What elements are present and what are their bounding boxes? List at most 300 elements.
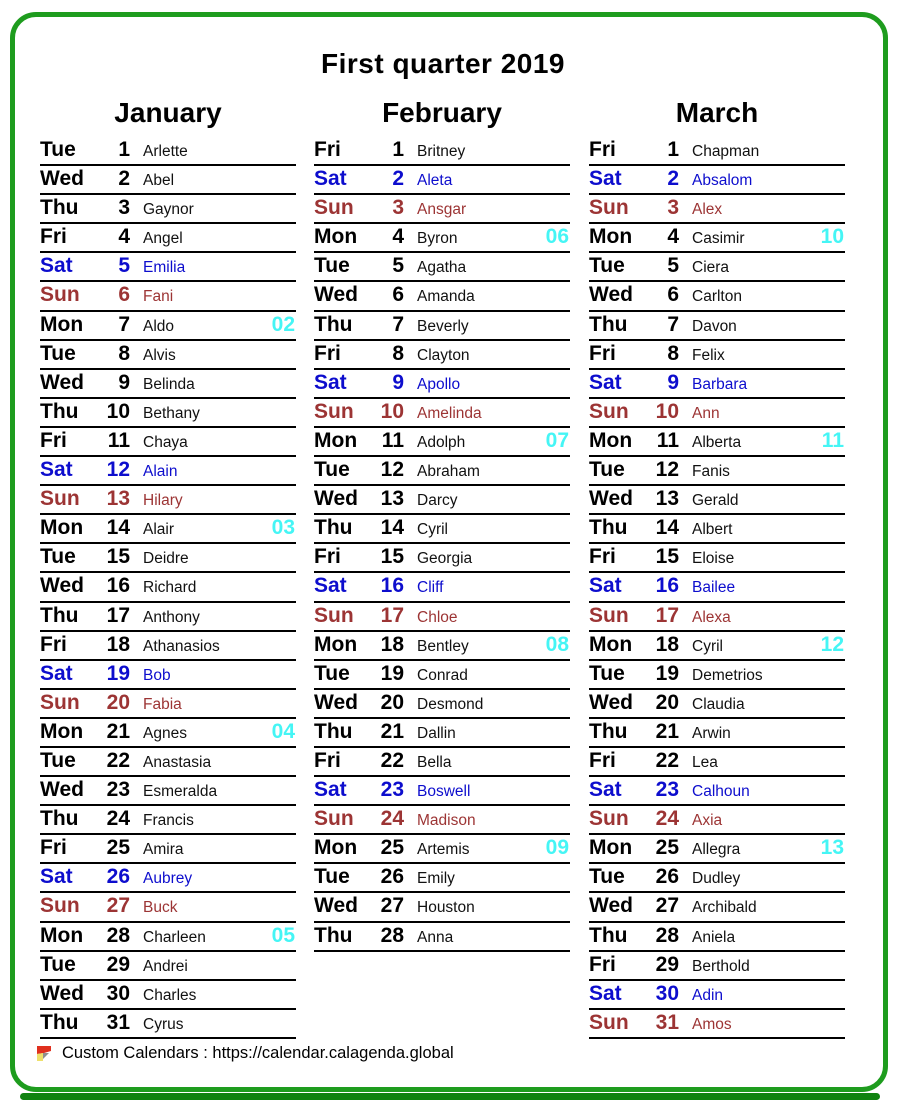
day-row (314, 777, 570, 806)
day-of-week: Fri (314, 138, 341, 161)
day-of-week: Thu (314, 516, 353, 540)
day-of-week: Sun (589, 399, 629, 423)
name-day: Andrei (143, 957, 188, 975)
day-of-week: Fri (314, 341, 341, 365)
name-day: Amos (692, 1015, 732, 1033)
day-of-week: Wed (589, 283, 633, 307)
day-row (589, 195, 845, 224)
day-of-week: Fri (314, 545, 341, 569)
day-number: 29 (106, 952, 130, 976)
day-row (40, 690, 296, 719)
name-day: Ann (692, 404, 720, 422)
name-day: Alberta (692, 433, 742, 451)
day-number: 6 (667, 283, 679, 307)
month-title: February (382, 97, 502, 128)
day-number: 10 (655, 399, 679, 423)
day-number: 18 (106, 632, 130, 656)
month-rows (314, 137, 570, 952)
footer (36, 1044, 454, 1063)
day-of-week: Sat (40, 254, 73, 278)
name-day: Felix (692, 346, 725, 364)
day-row (589, 341, 845, 370)
day-number: 2 (667, 167, 679, 191)
name-day: Anastasia (143, 753, 212, 771)
day-of-week: Sun (589, 196, 629, 220)
day-number: 17 (380, 603, 404, 627)
name-day: Lea (692, 753, 718, 771)
day-row (589, 777, 845, 806)
day-row (314, 690, 570, 719)
day-row (589, 486, 845, 515)
day-of-week: Wed (314, 283, 358, 307)
name-day: Agatha (417, 259, 467, 277)
day-of-week: Thu (40, 807, 79, 831)
day-of-week: Wed (40, 574, 84, 598)
name-day: Angel (143, 230, 183, 248)
day-number: 25 (380, 836, 404, 860)
day-of-week: Sun (589, 603, 629, 627)
day-of-week: Sat (314, 167, 347, 191)
day-row (314, 137, 570, 166)
day-number: 16 (655, 574, 679, 598)
day-row (589, 923, 845, 952)
day-row (589, 603, 845, 632)
day-row (314, 166, 570, 195)
day-number: 5 (392, 254, 404, 278)
day-of-week: Sat (589, 574, 622, 598)
day-row (40, 661, 296, 690)
day-row (40, 777, 296, 806)
day-of-week: Fri (589, 952, 616, 976)
week-number: 02 (271, 312, 295, 336)
day-row (314, 632, 570, 661)
day-of-week: Wed (589, 894, 633, 918)
name-day: Francis (143, 812, 194, 830)
name-day: Charleen (143, 928, 206, 946)
day-row (40, 312, 296, 341)
day-row (589, 1010, 845, 1039)
day-row (589, 224, 845, 253)
day-number: 1 (667, 138, 679, 161)
day-number: 10 (380, 399, 404, 423)
name-day: Deidre (143, 550, 189, 568)
day-number: 8 (667, 341, 679, 365)
name-day: Bella (417, 753, 452, 771)
day-number: 26 (380, 865, 404, 889)
day-number: 8 (392, 341, 404, 365)
day-row (40, 253, 296, 282)
name-day: Carlton (692, 288, 742, 306)
day-number: 14 (655, 516, 679, 540)
name-day: Apollo (417, 375, 461, 393)
name-day: Demetrios (692, 666, 763, 684)
day-of-week: Fri (589, 138, 616, 161)
name-day: Eloise (692, 550, 735, 568)
name-day: Emilia (143, 259, 186, 277)
day-row (314, 573, 570, 602)
day-number: 27 (106, 894, 130, 918)
day-of-week: Wed (589, 690, 633, 714)
name-day: Arlette (143, 143, 188, 160)
day-of-week: Sat (40, 458, 73, 482)
day-row (314, 428, 570, 457)
name-day: Boswell (417, 783, 471, 801)
name-day: Anthony (143, 608, 200, 626)
day-row (40, 486, 296, 515)
day-of-week: Sun (589, 807, 629, 831)
day-of-week: Sat (314, 778, 347, 802)
day-of-week: Fri (40, 428, 67, 452)
name-day: Barbara (692, 375, 748, 393)
day-of-week: Wed (40, 981, 84, 1005)
day-of-week: Mon (314, 225, 358, 249)
day-row (40, 457, 296, 486)
day-row (40, 603, 296, 632)
name-day: Houston (417, 899, 475, 917)
day-number: 15 (106, 545, 130, 569)
day-of-week: Wed (40, 778, 84, 802)
day-of-week: Tue (589, 865, 625, 889)
name-day: Belinda (143, 375, 195, 393)
day-row (589, 661, 845, 690)
day-number: 24 (106, 807, 130, 831)
day-row (40, 515, 296, 544)
day-of-week: Sat (40, 661, 73, 685)
day-of-week: Sat (589, 778, 622, 802)
day-number: 19 (106, 661, 130, 685)
day-number: 28 (106, 923, 130, 947)
day-of-week: Fri (40, 836, 67, 860)
day-row (40, 428, 296, 457)
day-of-week: Mon (314, 632, 358, 656)
week-number: 03 (271, 516, 295, 540)
day-row (589, 515, 845, 544)
day-row (589, 690, 845, 719)
day-of-week: Fri (589, 545, 616, 569)
day-row (314, 312, 570, 341)
day-row (589, 893, 845, 922)
day-row (314, 224, 570, 253)
day-number: 26 (106, 865, 130, 889)
day-number: 28 (380, 923, 404, 947)
day-of-week: Sat (589, 167, 622, 191)
day-number: 18 (380, 632, 404, 656)
day-row (314, 806, 570, 835)
name-day: Charles (143, 986, 197, 1004)
day-of-week: Thu (40, 196, 79, 220)
name-day: Darcy (417, 492, 458, 510)
day-of-week: Wed (40, 167, 84, 191)
day-of-week: Mon (589, 428, 633, 452)
day-of-week: Fri (589, 748, 616, 772)
day-row (589, 632, 845, 661)
day-row (314, 719, 570, 748)
day-of-week: Wed (314, 690, 358, 714)
day-of-week: Sat (589, 981, 622, 1005)
day-of-week: Sun (589, 1010, 629, 1034)
day-of-week: Tue (314, 254, 350, 278)
week-number: 09 (545, 836, 569, 860)
day-of-week: Tue (40, 748, 76, 772)
day-number: 22 (380, 748, 404, 772)
day-of-week: Wed (314, 487, 358, 511)
name-day: Chaya (143, 433, 188, 451)
name-day: Emily (417, 870, 455, 888)
day-of-week: Sat (589, 370, 622, 394)
day-row (589, 137, 845, 166)
name-day: Archibald (692, 899, 757, 917)
day-row (40, 573, 296, 602)
day-number: 24 (655, 807, 679, 831)
day-row (314, 195, 570, 224)
day-of-week: Thu (589, 516, 628, 540)
day-number: 7 (118, 312, 130, 336)
day-of-week: Mon (589, 632, 633, 656)
day-row (589, 282, 845, 311)
day-row (40, 864, 296, 893)
day-row (314, 515, 570, 544)
name-day: Chloe (417, 608, 458, 626)
day-number: 4 (118, 225, 130, 249)
week-number: 12 (820, 632, 844, 656)
name-day: Ciera (692, 259, 730, 277)
day-number: 20 (655, 690, 679, 714)
day-number: 7 (667, 312, 679, 336)
name-day: Abel (143, 172, 175, 190)
day-number: 11 (656, 428, 679, 452)
day-number: 20 (106, 690, 130, 714)
day-row (40, 719, 296, 748)
name-day: Amira (143, 841, 184, 859)
day-number: 11 (381, 428, 404, 452)
week-number: 05 (271, 923, 295, 947)
name-day: Dudley (692, 870, 741, 888)
border-bottom-shadow (20, 1093, 880, 1100)
day-of-week: Wed (589, 487, 633, 511)
name-day: Bob (143, 666, 171, 684)
day-of-week: Tue (40, 138, 76, 161)
day-number: 3 (392, 196, 404, 220)
day-row (589, 399, 845, 428)
name-day: Amanda (417, 288, 475, 306)
month-rows (589, 137, 845, 1039)
day-of-week: Fri (40, 632, 67, 656)
day-number: 5 (118, 254, 130, 278)
name-day: Fani (143, 288, 174, 306)
day-of-week: Mon (40, 923, 84, 947)
day-number: 26 (655, 865, 679, 889)
name-day: Claudia (692, 695, 745, 713)
day-number: 9 (667, 370, 679, 394)
footer-link[interactable]: Custom Calendars : https://calendar.calagenda.global (62, 1044, 454, 1062)
day-number: 23 (380, 778, 404, 802)
name-day: Axia (692, 812, 723, 830)
day-of-week: Thu (314, 312, 353, 336)
day-row (40, 632, 296, 661)
day-of-week: Mon (40, 312, 84, 336)
name-day: Fabia (143, 695, 182, 713)
day-of-week: Thu (40, 1010, 79, 1034)
name-day: Alain (143, 463, 178, 481)
day-row (40, 341, 296, 370)
week-number: 11 (821, 428, 844, 452)
day-number: 30 (655, 981, 679, 1005)
day-row (314, 457, 570, 486)
day-of-week: Mon (40, 516, 84, 540)
day-of-week: Thu (40, 603, 79, 627)
name-day: Casimir (692, 230, 745, 248)
day-of-week: Tue (314, 661, 350, 685)
day-of-week: Mon (40, 719, 84, 743)
name-day: Beverly (417, 317, 469, 335)
day-number: 8 (118, 341, 130, 365)
name-day: Agnes (143, 724, 187, 742)
day-row (314, 893, 570, 922)
day-of-week: Sun (314, 399, 354, 423)
day-of-week: Tue (314, 865, 350, 889)
week-number: 10 (820, 225, 844, 249)
week-number: 13 (820, 836, 844, 860)
day-row (314, 370, 570, 399)
day-row (314, 486, 570, 515)
name-day: Fanis (692, 463, 730, 481)
name-day: Gaynor (143, 201, 194, 219)
day-number: 2 (118, 167, 130, 191)
day-number: 15 (380, 545, 404, 569)
day-of-week: Tue (314, 458, 350, 482)
day-row (314, 748, 570, 777)
day-of-week: Tue (40, 952, 76, 976)
name-day: Calhoun (692, 783, 750, 801)
day-number: 1 (392, 138, 404, 161)
day-row (40, 399, 296, 428)
day-number: 17 (106, 603, 130, 627)
day-row (589, 166, 845, 195)
name-day: Gerald (692, 492, 739, 510)
name-day: Amelinda (417, 404, 482, 422)
name-day: Clayton (417, 346, 470, 364)
page-title: First quarter 2019 (321, 48, 565, 79)
name-day: Aldo (143, 317, 175, 335)
day-row (314, 864, 570, 893)
name-day: Abraham (417, 463, 480, 481)
name-day: Aleta (417, 172, 453, 190)
day-row (40, 981, 296, 1010)
name-day: Britney (417, 143, 466, 160)
day-row (40, 952, 296, 981)
day-number: 21 (655, 719, 679, 743)
day-of-week: Tue (589, 254, 625, 278)
name-day: Adolph (417, 433, 466, 451)
day-row (40, 1010, 296, 1039)
week-number: 08 (545, 632, 569, 656)
day-row (589, 981, 845, 1010)
day-of-week: Sat (314, 574, 347, 598)
day-number: 1 (118, 138, 130, 161)
month-title: January (114, 97, 222, 128)
day-row (314, 282, 570, 311)
day-row (314, 603, 570, 632)
day-number: 23 (106, 778, 130, 802)
day-number: 27 (655, 894, 679, 918)
day-number: 5 (667, 254, 679, 278)
day-of-week: Sun (314, 603, 354, 627)
week-number: 06 (545, 225, 569, 249)
day-number: 6 (392, 283, 404, 307)
name-day: Aniela (692, 928, 736, 946)
day-of-week: Thu (589, 719, 628, 743)
day-number: 7 (392, 312, 404, 336)
day-number: 12 (655, 458, 679, 482)
day-number: 12 (106, 458, 130, 482)
day-row (589, 952, 845, 981)
name-day: Anna (417, 928, 454, 946)
name-day: Albert (692, 521, 733, 539)
day-number: 16 (106, 574, 130, 598)
day-of-week: Fri (40, 225, 67, 249)
day-row (40, 195, 296, 224)
day-number: 22 (106, 748, 130, 772)
day-number: 31 (655, 1010, 679, 1034)
day-number: 25 (106, 836, 130, 860)
day-row (40, 893, 296, 922)
name-day: Cyril (692, 637, 723, 655)
day-of-week: Sun (40, 283, 80, 307)
day-number: 4 (392, 225, 404, 249)
name-day: Arwin (692, 724, 731, 742)
month-column (314, 94, 570, 952)
name-day: Artemis (417, 841, 470, 859)
day-number: 18 (655, 632, 679, 656)
name-day: Georgia (417, 550, 473, 568)
name-day: Bailee (692, 579, 736, 597)
day-row (40, 923, 296, 952)
day-row (40, 806, 296, 835)
day-number: 14 (106, 516, 130, 540)
day-number: 16 (380, 574, 404, 598)
day-number: 21 (380, 719, 404, 743)
day-row (589, 253, 845, 282)
day-row (314, 253, 570, 282)
name-day: Cyrus (143, 1015, 184, 1033)
name-day: Dallin (417, 724, 456, 742)
day-number: 15 (655, 545, 679, 569)
name-day: Madison (417, 812, 476, 830)
day-row (314, 399, 570, 428)
week-number: 04 (271, 719, 295, 743)
folded-page-icon (36, 1045, 53, 1062)
day-number: 31 (106, 1010, 130, 1034)
day-number: 21 (106, 719, 130, 743)
day-of-week: Sat (40, 865, 73, 889)
name-day: Buck (143, 899, 178, 917)
name-day: Absalom (692, 172, 753, 190)
day-row (40, 835, 296, 864)
day-row (589, 835, 845, 864)
day-of-week: Tue (40, 545, 76, 569)
day-of-week: Mon (314, 428, 358, 452)
day-row (314, 661, 570, 690)
day-number: 13 (380, 487, 404, 511)
day-number: 3 (118, 196, 130, 220)
name-day: Esmeralda (143, 783, 218, 801)
name-day: Bethany (143, 404, 200, 422)
day-of-week: Mon (589, 836, 633, 860)
month-rows (40, 137, 296, 1039)
name-day: Conrad (417, 666, 468, 684)
day-number: 19 (380, 661, 404, 685)
day-number: 23 (655, 778, 679, 802)
